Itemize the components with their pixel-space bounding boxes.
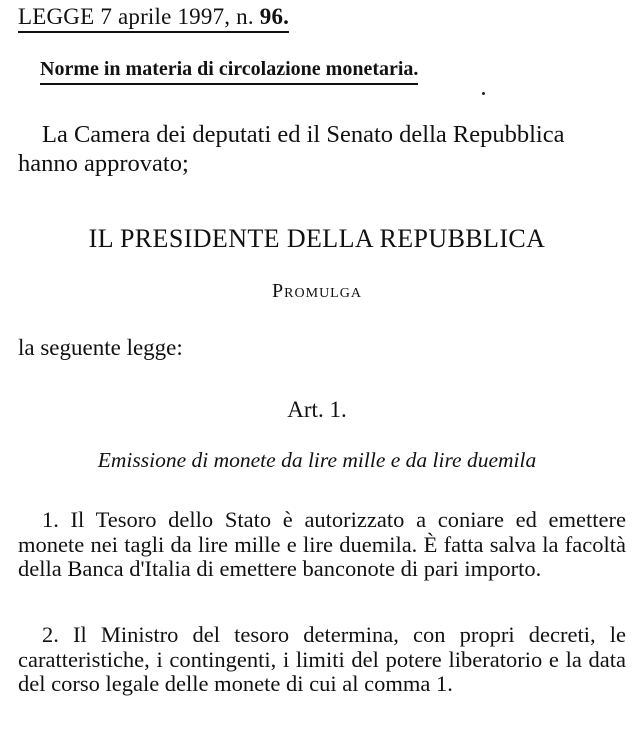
article-number: Art. 1.: [287, 397, 347, 422]
law-title: LEGGE 7 aprile 1997, n.: [18, 4, 254, 29]
law-number: 96.: [259, 4, 290, 29]
article-paragraph-1: 1. Il Tesoro dello Stato è autorizzato a coniare ed emettere monete nei tagli da lire mille e lire duemila. È fatta salva la facoltà della Banca d'Italia di emettere banconote di pari importo.: [18, 507, 626, 581]
law-subject: Norme in materia di circolazione monetaria.: [40, 58, 418, 85]
intro-text: la seguente legge:: [18, 335, 183, 360]
preamble: La Camera dei deputati ed il Senato della Repubblica hanno approvato;: [18, 121, 565, 177]
scan-speck: [482, 92, 485, 95]
article-title: Emissione di monete da lire mille e da lire duemila: [97, 448, 537, 472]
promulga-heading: Promulga: [272, 280, 362, 302]
law-header: [18, 4, 289, 33]
article-paragraph-2: 2. Il Ministro del tesoro determina, con propri decreti, le caratteristiche, i contingenti, i limiti del potere liberatorio e la data del corso legale delle monete di cui al comma 1.: [18, 622, 626, 696]
president-heading: IL PRESIDENTE DELLA REPUBBLICA: [88, 224, 546, 253]
